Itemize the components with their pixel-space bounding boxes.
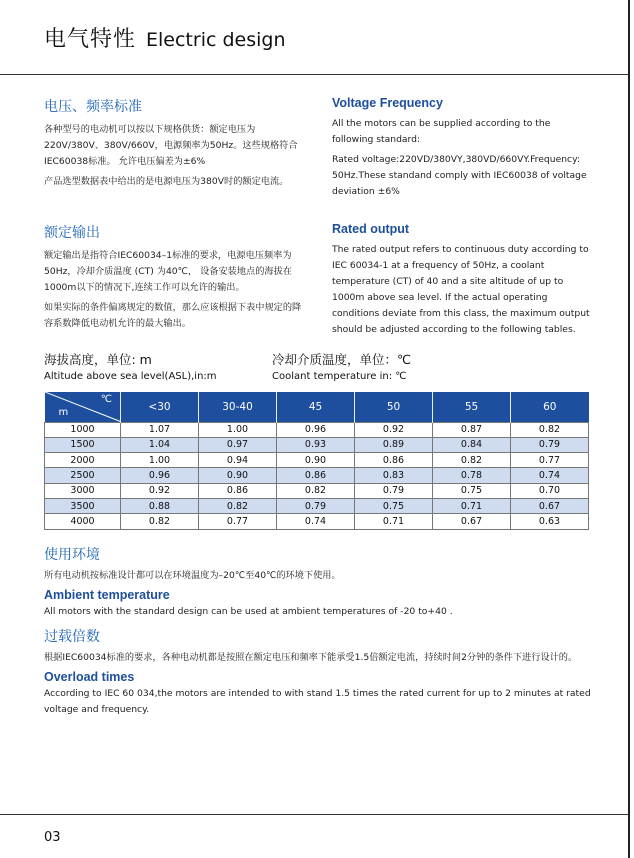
table-header-cell: 50	[355, 392, 433, 422]
table-cell-altitude: 2000	[45, 453, 121, 468]
overload-text-zh: 根据IEC60034标准的要求，各种电动机都是按照在额定电压和频率下能承受1.5倍额定电流，持续时间2分钟的条件下进行设计的。	[44, 652, 578, 663]
rated-section-zh	[44, 222, 306, 332]
table-cell: 0.96	[121, 468, 199, 483]
table-cell: 0.96	[277, 422, 355, 437]
voltage-text-zh-2: 产品选型数据表中给出的是电源电压为380V时的额定电流。	[44, 176, 289, 187]
page-number: 03	[44, 830, 61, 845]
table-cell: 0.78	[433, 468, 511, 483]
table-cell: 0.82	[199, 498, 277, 513]
table-cell: 0.92	[121, 483, 199, 498]
table-cell: 0.89	[355, 437, 433, 452]
rated-heading-en: Rated output	[332, 222, 410, 236]
voltage-section-zh	[44, 96, 306, 190]
table-cell: 0.97	[199, 437, 277, 452]
table-cell: 0.86	[199, 483, 277, 498]
table-cell-altitude: 3000	[45, 483, 121, 498]
table-cell: 0.79	[511, 437, 589, 452]
table-cell: 1.04	[121, 437, 199, 452]
footer-divider	[0, 814, 628, 815]
table-row	[45, 483, 589, 498]
table-cell: 0.67	[511, 498, 589, 513]
rated-text-en-1: The rated output refers to continuous duty according to IEC 60034-1 at a frequency of 50Hz, a coolant temperature (CT) of 40 and a site altitude of up to 1000m above sea level. If the actual operating conditions deviate from this class, the maximum output should be adjusted according to the following tables.	[332, 244, 590, 335]
overload-text-en: According to IEC 60 034,the motors are intended to with stand 1.5 times the rated current for up to 2 minutes at rated voltage and frequency.	[44, 688, 591, 715]
table-row	[45, 453, 589, 468]
voltage-heading-zh: 电压、频率标准	[44, 99, 142, 115]
table-cell: 0.92	[355, 422, 433, 437]
table-cell: 0.82	[277, 483, 355, 498]
overload-heading-en: Overload times	[44, 670, 135, 684]
table-cell-altitude: 2500	[45, 468, 121, 483]
ambient-section	[44, 544, 592, 620]
table-header-cell: 45	[277, 392, 355, 422]
page-title-zh: 电气特性	[44, 27, 137, 52]
table-cell: 0.88	[121, 498, 199, 513]
corner-alt-unit: m	[58, 406, 69, 418]
table-cell: 0.90	[199, 468, 277, 483]
table-cell: 0.71	[355, 514, 433, 529]
table-cell: 0.87	[433, 422, 511, 437]
ambient-text-zh: 所有电动机按标准设计都可以在环境温度为–20℃至40℃的环境下使用。	[44, 570, 341, 581]
table-cell-altitude: 1500	[45, 437, 121, 452]
table-cell: 0.94	[199, 453, 277, 468]
table-cell: 0.74	[277, 514, 355, 529]
derating-table	[44, 392, 589, 530]
table-cell: 0.82	[433, 453, 511, 468]
rated-text-zh-2: 如果实际的条件偏离规定的数值，那么应该根据下表中规定的降容系数降低电动机允许的最大输出。	[44, 302, 302, 329]
table-cell-altitude: 3500	[45, 498, 121, 513]
table-cell-altitude: 4000	[45, 514, 121, 529]
rated-heading-zh: 额定输出	[44, 225, 100, 241]
altitude-label-en: Altitude above sea level(ASL),in:m	[44, 371, 217, 382]
ambient-heading-en: Ambient temperature	[44, 588, 170, 602]
table-cell: 0.79	[277, 498, 355, 513]
table-cell-altitude: 1000	[45, 422, 121, 437]
table-cell: 0.75	[433, 483, 511, 498]
table-corner-cell	[45, 392, 121, 422]
table-row	[45, 437, 589, 452]
page-header	[44, 22, 286, 62]
voltage-section-en	[332, 96, 594, 200]
table-cell: 0.63	[511, 514, 589, 529]
table-cell: 0.71	[433, 498, 511, 513]
coolant-label-en: Coolant temperature in: ℃	[272, 371, 407, 382]
table-cell: 0.90	[277, 453, 355, 468]
page-title-en: Electric design	[146, 29, 286, 51]
header-divider	[0, 74, 628, 75]
table-cell: 0.70	[511, 483, 589, 498]
table-cell: 0.74	[511, 468, 589, 483]
table-row	[45, 422, 589, 437]
voltage-text-en-2: Rated voltage:220VD/380VY,380VD/660VY.Frequency: 50Hz.These standand comply with IEC60038 of voltage deviation ±6%	[332, 154, 587, 197]
table-row	[45, 498, 589, 513]
right-border-line	[628, 0, 630, 858]
table-cell: 1.00	[121, 453, 199, 468]
table-cell: 0.86	[277, 468, 355, 483]
altitude-label-zh: 海拔高度，单位: m	[44, 352, 152, 367]
table-cell: 1.07	[121, 422, 199, 437]
table-cell: 1.00	[199, 422, 277, 437]
table-header-cell: 55	[433, 392, 511, 422]
table-cell: 0.75	[355, 498, 433, 513]
voltage-heading-en: Voltage Frequency	[332, 96, 443, 110]
table-cell: 0.77	[511, 453, 589, 468]
table-row	[45, 514, 589, 529]
table-header-cell: 60	[511, 392, 589, 422]
overload-section	[44, 626, 592, 718]
table-cell: 0.67	[433, 514, 511, 529]
table-cell: 0.82	[121, 514, 199, 529]
table-header-cell: 30-40	[199, 392, 277, 422]
table-cell: 0.84	[433, 437, 511, 452]
voltage-text-zh-1: 各种型号的电动机可以按以下规格供货：额定电压为220V/380V、380V/660V，电源频率为50Hz。这些规格符合IEC60038标准。 允许电压偏差为±6%	[44, 124, 298, 167]
table-cell: 0.82	[511, 422, 589, 437]
table-cell: 0.77	[199, 514, 277, 529]
ambient-text-en: All motors with the standard design can be used at ambient temperatures of -20 to+40 .	[44, 606, 453, 617]
coolant-label-zh: 冷却介质温度，单位：℃	[272, 352, 412, 367]
voltage-text-en-1: All the motors can be supplied according to the following standard:	[332, 118, 551, 145]
table-cell: 0.86	[355, 453, 433, 468]
rated-text-zh-1: 额定输出是指符合IEC60034–1标准的要求，电源电压频率为50Hz，冷却介质温度 (CT) 为40℃， 设备安装地点的海拔在1000m以下的情况下,连续工作可以允许的输出。	[44, 250, 292, 293]
table-cell: 0.93	[277, 437, 355, 452]
table-cell: 0.79	[355, 483, 433, 498]
table-cell: 0.83	[355, 468, 433, 483]
overload-heading-zh: 过载倍数	[44, 629, 100, 645]
ambient-heading-zh: 使用环境	[44, 547, 100, 563]
table-header-cell: <30	[121, 392, 199, 422]
table-header-row	[45, 392, 589, 422]
table-row	[45, 468, 589, 483]
corner-temp-unit: ℃	[100, 394, 112, 405]
rated-section-en	[332, 222, 594, 338]
